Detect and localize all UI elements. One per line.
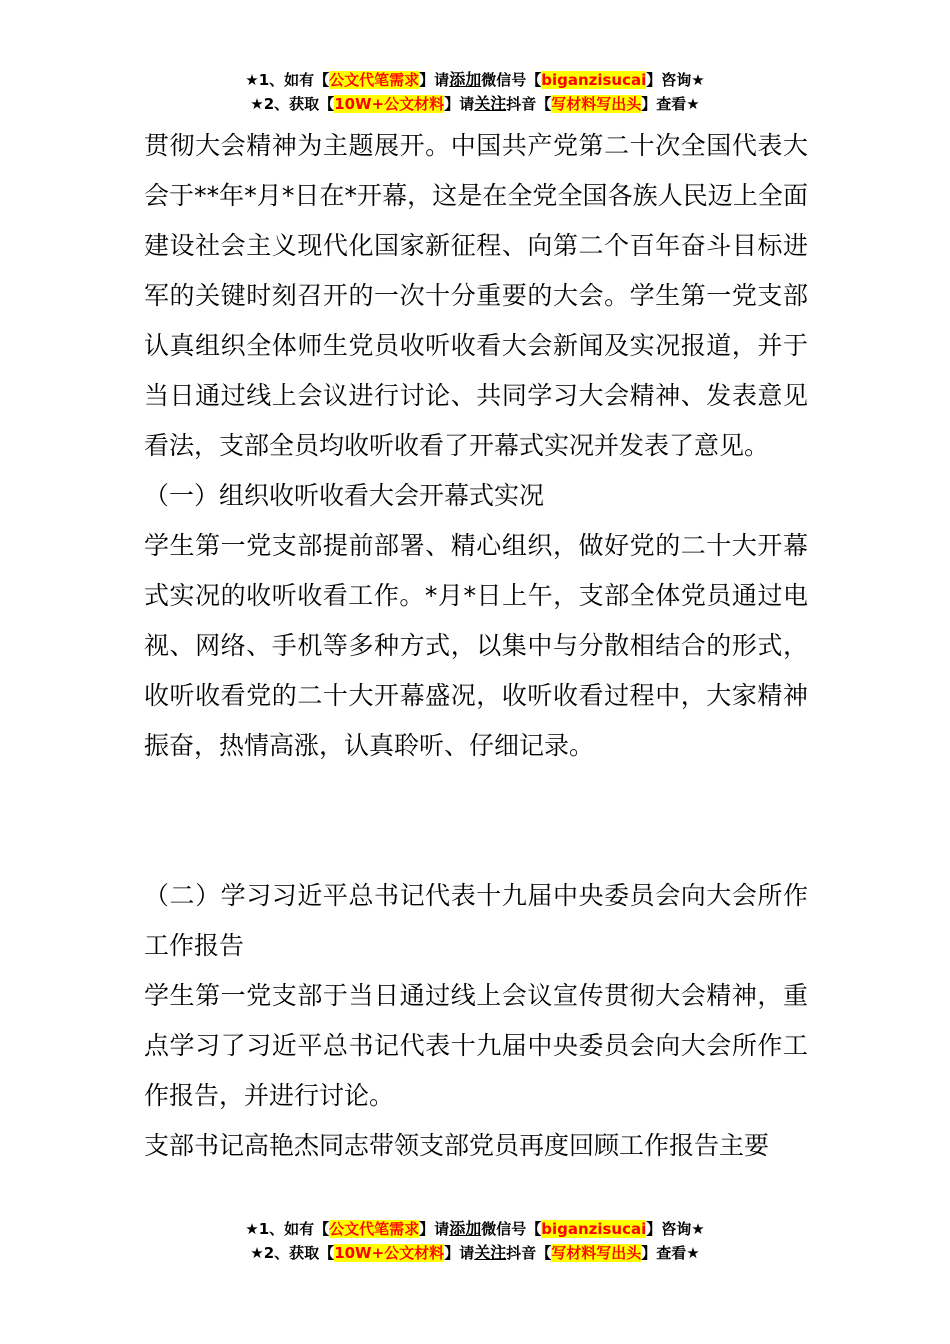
footer-banner bbox=[0, 1217, 950, 1265]
banner-text: 抖音【 bbox=[506, 95, 552, 113]
banner-text: 】查看★ bbox=[641, 1244, 700, 1262]
banner-text: 】咨询★ bbox=[646, 1220, 705, 1238]
banner-emphasis: 添加 bbox=[449, 70, 482, 89]
banner-line-2 bbox=[0, 1241, 950, 1265]
blank-space bbox=[144, 771, 808, 871]
paragraph: 学生第一党支部提前部署、精心组织，做好党的二十大开幕式实况的收听收看工作。*月*日上午，支部全体党员通过电视、网络、手机等多种方式，以集中与分散相结合的形式，收听收看党的二十大开幕盛况，收听收看过程中，大家精神振奋，热情高涨，认真聆听、仔细记录。 bbox=[144, 531, 808, 760]
banner-line-2 bbox=[0, 92, 950, 116]
banner-highlight: 公文代笔需求 bbox=[329, 71, 420, 89]
banner-text: 】咨询★ bbox=[646, 71, 705, 89]
banner-emphasis: 关注 bbox=[474, 1243, 507, 1262]
paragraph: 支部书记高艳杰同志带领支部党员再度回顾工作报告主要 bbox=[144, 1131, 770, 1160]
banner-text: 】请 bbox=[444, 95, 475, 113]
banner-highlight: biganzisucai bbox=[541, 71, 647, 89]
banner-highlight: 10W+公文材料 bbox=[334, 95, 445, 113]
header-banner bbox=[0, 68, 950, 116]
banner-emphasis: 添加 bbox=[449, 1219, 482, 1238]
banner-text: ★1、如有【 bbox=[245, 71, 330, 89]
banner-text: ★1、如有【 bbox=[245, 1220, 330, 1238]
banner-text: 】请 bbox=[444, 1244, 475, 1262]
paragraph: 贯彻大会精神为主题展开。中国共产党第二十次全国代表大会于**年*月*日在*开幕，这是在全党全国各族人民迈上全面建设社会主义现代化国家新征程、向第二个百年奋斗目标进军的关键时刻召开的一次十分重要的大会。学生第一党支部认真组织全体师生党员收听收看大会新闻及实况报道，并于当日通过线上会议进行讨论、共同学习大会精神、发表意见看法，支部全员均收听收看了开幕式实况并发表了意见。 bbox=[144, 131, 808, 460]
banner-text: ★2、获取【 bbox=[250, 1244, 335, 1262]
banner-text: 抖音【 bbox=[506, 1244, 552, 1262]
banner-highlight: 写材料写出头 bbox=[551, 1244, 642, 1262]
banner-emphasis: 关注 bbox=[474, 94, 507, 113]
section-heading: （二）学习习近平总书记代表十九届中央委员会向大会所作工作报告 bbox=[144, 881, 808, 960]
banner-highlight: 写材料写出头 bbox=[551, 95, 642, 113]
banner-text: 】请 bbox=[419, 1220, 450, 1238]
banner-text: 微信号【 bbox=[481, 1220, 542, 1238]
banner-text: 】请 bbox=[419, 71, 450, 89]
banner-text: 微信号【 bbox=[481, 71, 542, 89]
paragraph: 学生第一党支部于当日通过线上会议宣传贯彻大会精神，重点学习了习近平总书记代表十九届中央委员会向大会所作工作报告，并进行讨论。 bbox=[144, 981, 808, 1110]
banner-line-1 bbox=[0, 68, 950, 92]
banner-line-1 bbox=[0, 1217, 950, 1241]
banner-highlight: 10W+公文材料 bbox=[334, 1244, 445, 1262]
document-body bbox=[144, 121, 808, 1171]
banner-text: 】查看★ bbox=[641, 95, 700, 113]
banner-highlight: 公文代笔需求 bbox=[329, 1220, 420, 1238]
banner-highlight: biganzisucai bbox=[541, 1220, 647, 1238]
section-heading: （一）组织收听收看大会开幕式实况 bbox=[144, 481, 545, 510]
banner-text: ★2、获取【 bbox=[250, 95, 335, 113]
